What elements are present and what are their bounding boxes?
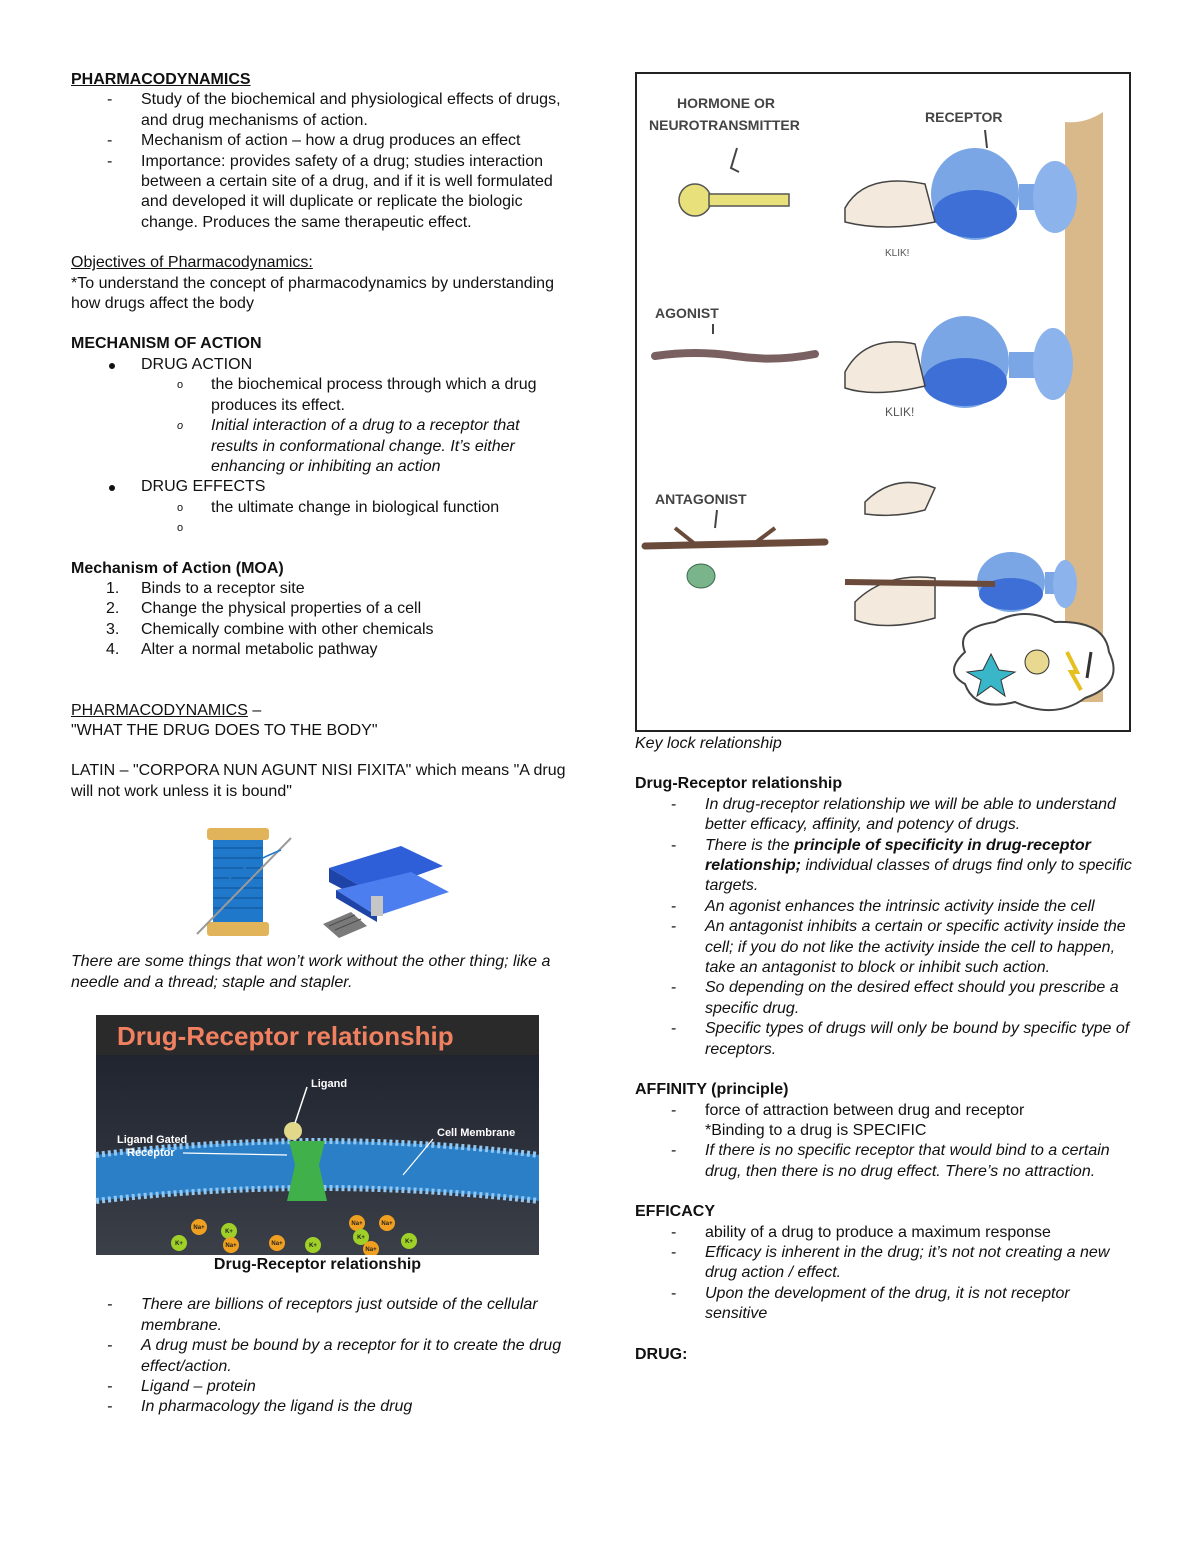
section-heading: AFFINITY (principle) — [635, 1081, 789, 1099]
list-item — [635, 1243, 1135, 1284]
ion-label: Na+ — [365, 1246, 377, 1253]
hormone-label-2: NEUROTRANSMITTER — [649, 117, 800, 133]
item-text: Specific types of drugs will only be bound by specific type of receptors. — [705, 1020, 1130, 1058]
numbered-item — [71, 640, 571, 660]
list-item — [635, 897, 1135, 917]
item-text: In pharmacology the ligand is the drug — [141, 1398, 413, 1416]
list-item — [71, 1397, 571, 1417]
item-text: Upon the development of the drug, it is not receptor sensitive — [705, 1284, 1070, 1323]
dash-marker: - — [107, 91, 113, 109]
membrane-diagram — [71, 1015, 571, 1255]
list-item — [71, 1336, 571, 1377]
right-column — [635, 72, 1135, 1365]
bullet-item — [71, 477, 571, 497]
section-heading: Mechanism of Action (MOA) — [71, 559, 284, 577]
bullet-icon — [109, 485, 115, 491]
list-item — [71, 1295, 571, 1336]
circle-marker: o — [177, 522, 184, 535]
ligand-label: Ligand — [311, 1077, 348, 1090]
dash-marker: - — [671, 1243, 677, 1261]
drug-receptor-figure — [71, 1015, 571, 1255]
item-text: Efficacy is inherent in the drug; it’s not not creating a new drug action / effect. — [705, 1243, 1110, 1282]
item-text: So depending on the desired effect should you prescribe a specific drug. — [705, 979, 1119, 1017]
membrane-label: Cell Membrane — [437, 1126, 516, 1139]
list-item — [635, 1101, 1135, 1142]
item-text: Mechanism of action – how a drug produces an effect — [141, 132, 521, 150]
dash-marker: - — [671, 1223, 677, 1241]
item-text: ability of a drug to produce a maximum response — [705, 1223, 1051, 1241]
dash-marker: - — [671, 897, 677, 915]
dash-marker: - — [671, 795, 677, 813]
number-marker: 1. — [106, 579, 120, 597]
item-text: individual classes of drugs find only to specific targets. — [705, 857, 1132, 895]
item-text: An antagonist inhibits a certain or specific activity inside the cell; if you do not like the activity inside the cell to happen, take an antagonist to block or inhibit such action. — [705, 918, 1126, 977]
key-lock-cartoon — [635, 72, 1131, 732]
item-text: Initial interaction of a drug to a receptor that results in conformational change. It’s either enhancing or inhibiting an action — [211, 417, 520, 475]
item-text: There is the — [705, 836, 790, 854]
receptor-label-2: Receptor — [127, 1146, 175, 1159]
dash-marker: - — [671, 979, 677, 997]
ion-label: Na+ — [351, 1220, 363, 1227]
list-item — [635, 1141, 1135, 1182]
ion-label: Na+ — [381, 1220, 393, 1227]
item-text: In drug-receptor relationship we will be able to understand better efficacy, affinity, and potency of drugs. — [705, 795, 1116, 834]
ion-label: K+ — [309, 1242, 317, 1249]
figure-caption: Drug-Receptor relationship — [213, 1255, 422, 1273]
item-text: An agonist enhances the intrinsic activity inside the cell — [705, 897, 1095, 915]
circle-marker: o — [177, 501, 184, 514]
dash-marker: - — [671, 1142, 677, 1160]
list-item — [635, 836, 1135, 897]
number-marker: 2. — [106, 600, 120, 618]
list-item — [635, 1284, 1135, 1325]
item-text: If there is no specific receptor that would bind to a certain drug, then there is no drug effect. There’s no attraction. — [705, 1142, 1110, 1180]
numbered-item — [71, 599, 571, 619]
antagonist-label: ANTAGONIST — [655, 491, 747, 507]
section-heading: MECHANISM OF ACTION — [71, 335, 262, 353]
item-text: Change the physical properties of a cell — [141, 600, 422, 618]
objectives-heading: Objectives of Pharmacodynamics: — [71, 254, 313, 272]
list-item — [71, 152, 571, 234]
pd-dash: – — [247, 701, 262, 719]
figure-title: Drug-Receptor relationship — [117, 1020, 454, 1051]
key-lock-illustration — [635, 72, 1131, 732]
spool-stapler-illustration — [71, 826, 571, 942]
circle-marker: o — [177, 379, 184, 392]
ion-label: K+ — [357, 1234, 365, 1241]
item-text: There are billions of receptors just outside of the cellular membrane. — [141, 1296, 538, 1334]
page-title: PHARMACODYNAMICS — [71, 71, 251, 88]
item-text: Ligand – protein — [141, 1378, 256, 1396]
ion-label: Na+ — [225, 1242, 237, 1249]
ion-label: Na+ — [193, 1224, 205, 1231]
klik-sound-1: KLIK! — [885, 248, 910, 259]
item-text: the ultimate change in biological function — [211, 498, 500, 516]
objectives-text: *To understand the concept of pharmacodynamics by understanding how drugs affect the body — [71, 274, 554, 313]
section-heading: EFFICACY — [635, 1203, 715, 1221]
number-marker: 3. — [106, 620, 120, 638]
item-text: Binds to a receptor site — [141, 579, 305, 597]
item-text: Chemically combine with other chemicals — [141, 620, 434, 638]
dash-marker: - — [671, 918, 677, 936]
ion-label: Na+ — [271, 1240, 283, 1247]
ion-label: K+ — [175, 1240, 183, 1247]
dash-marker: - — [107, 132, 113, 150]
dash-marker: - — [671, 1020, 677, 1038]
pd-heading: PHARMACODYNAMICS — [71, 701, 248, 719]
bullet-icon — [109, 363, 115, 369]
item-text: the biochemical process through which a drug produces its effect. — [211, 376, 537, 414]
list-item — [71, 131, 571, 151]
section-heading: Drug-Receptor relationship — [635, 775, 843, 793]
item-text: Study of the biochemical and physiological effects of drugs, and drug mechanisms of action. — [141, 91, 561, 129]
item-text: *Binding to a drug is SPECIFIC — [705, 1121, 927, 1139]
receptor-label: RECEPTOR — [925, 109, 1003, 125]
sub-item — [71, 518, 571, 538]
item-text: A drug must be bound by a receptor for it to create the drug effect/action. — [141, 1337, 562, 1375]
list-item — [71, 90, 571, 131]
list-item — [635, 795, 1135, 836]
list-item — [635, 917, 1135, 978]
numbered-item — [71, 620, 571, 640]
receptor-label-1: Ligand Gated — [117, 1133, 188, 1146]
pd-text: "WHAT THE DRUG DOES TO THE BODY" — [71, 721, 378, 739]
dash-marker: - — [107, 152, 113, 170]
list-item — [635, 978, 1135, 1019]
number-marker: 4. — [106, 641, 120, 659]
list-item — [71, 1377, 571, 1397]
item-text: Alter a normal metabolic pathway — [141, 641, 378, 659]
item-text: DRUG ACTION — [141, 355, 253, 373]
sub-item — [71, 498, 571, 518]
hormone-label-1: HORMONE OR — [677, 95, 775, 111]
item-text: DRUG EFFECTS — [141, 478, 266, 496]
klik-sound-2: KLIK! — [885, 405, 915, 419]
item-emphasis: principle of specificity in drug-receptor relationship; — [705, 836, 1091, 875]
list-item — [635, 1019, 1135, 1060]
needle-caption: There are some things that won’t work without the other thing; like a needle and a thread; staple and stapler. — [71, 953, 551, 991]
item-text: force of attraction between drug and receptor — [705, 1101, 1025, 1119]
numbered-item — [71, 579, 571, 599]
sub-item — [71, 375, 571, 416]
ion-label: K+ — [225, 1228, 233, 1235]
agonist-label: AGONIST — [655, 305, 719, 321]
section-heading: DRUG: — [635, 1345, 688, 1363]
latin-text: LATIN – "CORPORA NUN AGUNT NISI FIXITA" which means "A drug will not work unless it is bound" — [71, 762, 566, 800]
item-text: Importance: provides safety of a drug; studies interaction between a certain site of a drug, and if it is well formulated and developed it will duplicate or replicate the biologic change. Produces the same therapeutic effect. — [141, 152, 553, 231]
pd-heading-line — [71, 701, 571, 721]
left-column — [71, 70, 571, 1418]
circle-marker: o — [177, 420, 184, 433]
dash-marker: - — [107, 1296, 113, 1314]
sub-item — [71, 416, 571, 477]
cartoon-caption: Key lock relationship — [635, 735, 782, 752]
bullet-item — [71, 355, 571, 375]
list-item — [635, 1223, 1135, 1243]
dash-marker: - — [107, 1337, 113, 1355]
ion-label: K+ — [405, 1238, 413, 1245]
dash-marker: - — [671, 1284, 677, 1302]
dash-marker: - — [107, 1378, 113, 1396]
dash-marker: - — [107, 1398, 113, 1416]
dash-marker: - — [671, 836, 677, 854]
needle-stapler-image — [71, 826, 571, 942]
dash-marker: - — [671, 1101, 677, 1119]
